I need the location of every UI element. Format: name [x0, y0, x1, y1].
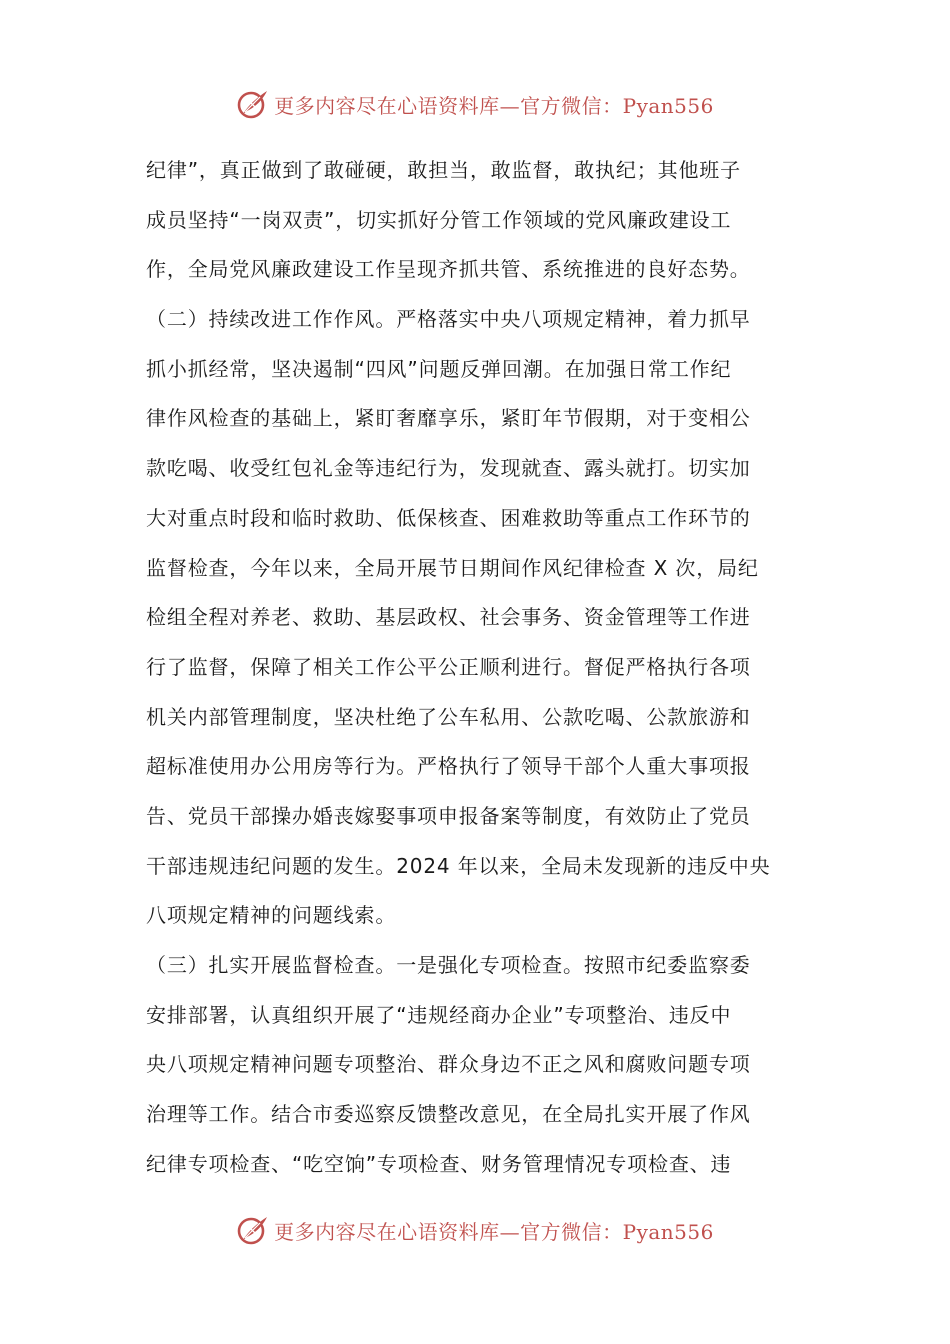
text-line: 机关内部管理制度，坚决杜绝了公车私用、公款吃喝、公款旅游和 — [146, 704, 751, 729]
watermark-text: 更多内容尽在心语资料库—官方微信：Pyan556 — [274, 1219, 714, 1244]
text-line: 纪律”，真正做到了敢碰硬，敢担当，敢监督，敢执纪；其他班子 — [146, 158, 742, 182]
quill-logo-icon — [236, 87, 270, 121]
text-line: 作，全局党风廉政建设工作呈现齐抓共管、系统推进的良好态势。 — [146, 257, 751, 282]
quill-logo-icon — [236, 1213, 270, 1247]
document-body — [146, 146, 806, 1189]
text-line: 行了监督，保障了相关工作公平公正顺利进行。督促严格执行各项 — [146, 654, 751, 679]
text-line: 成员坚持“一岗双责”，切实抓好分管工作领域的党风廉政建设工 — [146, 207, 732, 232]
section-heading-line: （二）持续改进工作作风。严格落实中央八项规定精神，着力抓早 — [146, 307, 751, 332]
text-line: 超标准使用办公用房等行为。严格执行了领导干部个人重大事项报 — [146, 754, 751, 779]
text-line: 告、党员干部操办婚丧嫁娶事项申报备案等制度，有效防止了党员 — [146, 803, 751, 828]
text-line: 治理等工作。结合市委巡察反馈整改意见，在全局扎实开展了作风 — [146, 1102, 751, 1127]
text-line: 监督检查，今年以来，全局开展节日期间作风纪律检查 X 次，局纪 — [146, 555, 759, 580]
watermark-text: 更多内容尽在心语资料库—官方微信：Pyan556 — [274, 93, 714, 118]
text-line: 安排部署，认真组织开展了“违规经商办企业”专项整治、违反中 — [146, 1002, 732, 1027]
footer-watermark — [0, 1208, 950, 1252]
text-line: 干部违规违纪问题的发生。2024 年以来，全局未发现新的违反中央 — [146, 853, 771, 878]
text-line: 八项规定精神的问题线索。 — [146, 903, 397, 928]
text-line: 大对重点时段和临时救助、低保核查、困难救助等重点工作环节的 — [146, 505, 751, 530]
text-line: 款吃喝、收受红包礼金等违纪行为，发现就查、露头就打。切实加 — [146, 456, 751, 481]
section-heading-line: （三）扎实开展监督检查。一是强化专项检查。按照市纪委监察委 — [146, 953, 751, 977]
text-line: 检组全程对养老、救助、基层政权、社会事务、资金管理等工作进 — [146, 605, 751, 630]
text-line: 抓小抓经常，坚决遏制“四风”问题反弹回潮。在加强日常工作纪 — [146, 356, 732, 381]
text-line: 纪律专项检查、“吃空饷”专项检查、财务管理情况专项检查、违 — [146, 1151, 732, 1176]
text-line: 央八项规定精神问题专项整治、群众身边不正之风和腐败问题专项 — [146, 1052, 751, 1077]
text-line: 律作风检查的基础上，紧盯奢靡享乐，紧盯年节假期，对于变相公 — [146, 406, 751, 431]
header-watermark — [0, 82, 950, 126]
